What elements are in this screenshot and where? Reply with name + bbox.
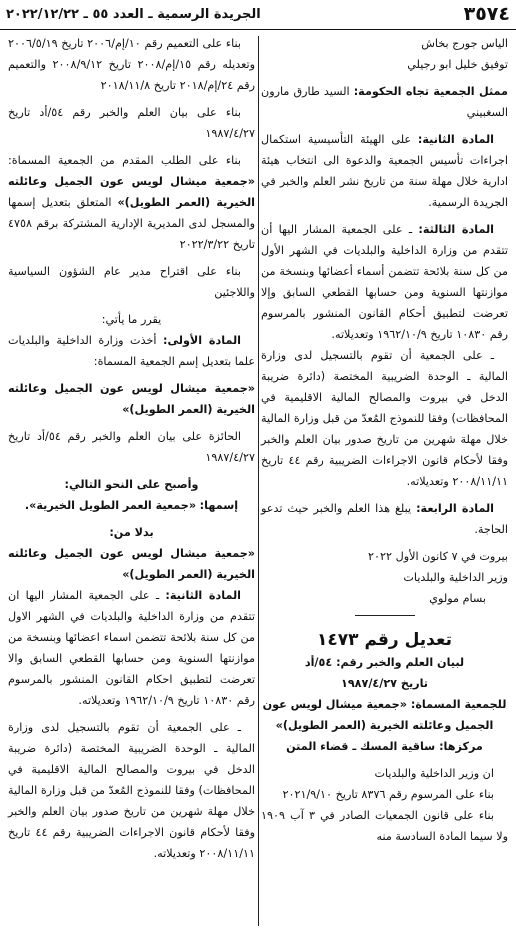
association-name: «جمعية ميشال لويس عون الجميل وعائلته الخيرية (العمر الطويل)»: [262, 698, 494, 732]
basis-statement: بناء على بيان العلم والخبر رقم ٥٤/أد تاريخ ١٩٨٧/٤/٢٧: [8, 106, 255, 140]
date-line: بيروت في ٧ كانون الأول ٢٠٢٢: [368, 550, 508, 563]
article-2-label: المادة الثانية:: [417, 133, 495, 146]
request-rest: المتعلق بتعديل إسمها والمسجل لدى المديرية الإدارية المشتركة برقم ٤٧٥٨ تاريخ ٢٠٢٢/٣/٢٢: [8, 196, 255, 251]
request-name: «جمعية ميشال لويس عون الجميل وعائلته الخيرية (العمر الطويل)»: [8, 175, 255, 209]
right-column: [261, 33, 508, 847]
new-name: «جمعية العمر الطويل الخيرية».: [24, 499, 197, 512]
gov-rep-label: ممثل الجمعية تجاه الحكومة:: [353, 85, 508, 98]
hq-label: مركزها:: [439, 740, 483, 753]
page-number: ٣٥٧٤: [463, 3, 510, 25]
gov-rep-value: السيد طارق مارون السغبيني: [261, 85, 508, 119]
became-line: وأصبح على النحو التالي:: [64, 478, 199, 491]
instead-line: بدلا من:: [109, 526, 154, 539]
hq-line: [261, 736, 508, 757]
signatory-2: توفيق خليل ابو رجيلي: [407, 58, 508, 71]
article-2-left: [8, 585, 255, 711]
proposal-paragraph: بناء على اقتراح مدير عام الشؤون السياسية واللاجئين: [8, 265, 255, 299]
name-label: إسمها:: [199, 499, 239, 512]
article-4-text: يبلغ هذا العلم والخبر حيث تدعو الحاجة.: [261, 502, 508, 536]
holder-line: الحائزة على بيان العلم والخبر رقم ٥٤/أد تاريخ ١٩٨٧/٤/٢٧: [8, 430, 255, 464]
article-2-left-tax: ـ على الجمعية أن تقوم بالتسجيل لدى وزارة المالية ـ الوحدة الضريبية المختصة (دائرة ضريبة الدخل في بيروت والمصالح المالية الاقليمية في المحافظات) وفقا للنموذج المُعدّ من قبل وزارة المالية خلال مهلة شهرين من تاريخ صدور بيان العلم والخبر وفقا لأحكام قانون الاجراءات الضريبية رقم ٤٤ تاريخ ٢٠٠٨/١١/١١ وتعديلاته.: [8, 721, 255, 860]
article-1-label: المادة الأولى:: [162, 334, 241, 347]
decree-line: بناء على المرسوم رقم ٨٣٧٦ تاريخ ٢٠٢١/٩/١٠: [282, 788, 494, 801]
article-4-label: المادة الرابعة:: [416, 502, 495, 515]
article-1-text: أخذت وزارة الداخلية والبلديات علما بتعديل إسم الجمعية المسماة:: [8, 334, 255, 368]
left-column: [8, 33, 255, 864]
amendment-subtitle-2: تاريخ ١٩٨٧/٤/٢٧: [341, 677, 428, 690]
article-3: [261, 219, 508, 345]
article-1-name: «جمعية ميشال لويس عون الجميل وعائلته الخيرية (العمر الطويل)»: [8, 382, 255, 416]
association-line: [261, 694, 508, 736]
minister-title: وزير الداخلية والبلديات: [403, 571, 508, 584]
decides-line: يقرر ما يأتي:: [101, 313, 162, 326]
request-intro: بناء على الطلب المقدم من الجمعية المسماة:: [8, 154, 241, 167]
separator: [355, 615, 415, 616]
amendment-subtitle-1: لبيان العلم والخبر رقم: ٥٤/أد: [304, 656, 465, 669]
amendment-title: تعديل رقم ١٤٧٣: [317, 630, 452, 650]
article-1: [8, 330, 255, 372]
article-3-text: ـ على الجمعية المشار اليها أن تتقدم من وزارة الداخلية والبلديات في الشهر الأول من كل سنة بلائحة تتضمن أسماء أعضائها وبنسخة من موازنتها السنوية ومن حسابها القطعي السابق وإلا تعرضت لتطبيق أحكام القانون المنشور بالمرسوم رقم ١٠٨٣٠ تاريخ ١٩٦٢/١٠/٩ وتعديلاته.: [261, 223, 508, 341]
intro-line: ان وزير الداخلية والبلديات: [374, 767, 494, 780]
article-3-label: المادة الثالثة:: [418, 223, 494, 236]
article-2-text: على الهيئة التأسيسية استكمال اجراءات تأسيس الجمعية والدعوة الى انتخاب هيئة ادارية خلال مهلة سنة من تاريخ نشر العلم والخبر في الجريدة الرسمية.: [261, 133, 508, 209]
column-divider: [258, 36, 259, 926]
article-3-tax: ـ على الجمعية أن تقوم بالتسجيل لدى وزارة المالية ـ الوحدة الضريبية المختصة (دائرة ضريبة الدخل في بيروت والمصالح المالية الاقليمية في المحافظات) وفقا للنموذج المُعدّ من قبل وزارة المالية خلال مهلة شهرين من تاريخ صدور بيان العلم والخبر وفقا لأحكام قانون الاجراءات الضريبية رقم ٤٤ تاريخ ٢٠٠٨/١١/١١ وتعديلاته.: [261, 349, 508, 488]
minister-name: بسام مولوي: [429, 592, 486, 605]
circular-paragraph: بناء على التعميم رقم ١٠/إم/٢٠٠٦ تاريخ ٢٠٠٦/٥/١٩ وتعديله رقم ١٥/إم/٢٠٠٨ تاريخ ٢٠٠٨/٩/١٢ والتعميم رقم ٢٤/إم/٢٠١٨ تاريخ ٢٠١٨/١١/٨: [8, 37, 256, 92]
article-4: [261, 498, 508, 540]
article-2-left-label: المادة الثانية:: [165, 589, 241, 602]
old-name: «جمعية ميشال لويس عون الجميل وعائلته الخيرية (العمر الطويل)»: [8, 547, 255, 581]
request-paragraph: [8, 150, 255, 255]
law-line: بناء على قانون الجمعيات الصادر في ٣ آب ١٩٠٩ ولا سيما المادة السادسة منه: [261, 809, 508, 843]
article-2: [261, 129, 508, 213]
new-name-line: [8, 495, 255, 516]
hq-value: ساقية المسك ـ قضاء المتن: [286, 740, 436, 753]
signatory-1: الياس جورج بخاش: [421, 37, 508, 50]
association-label: للجمعية المسماة:: [410, 698, 507, 711]
gov-rep-paragraph: [261, 81, 508, 123]
page-header: [0, 0, 516, 30]
article-2-left-text: ـ على الجمعية المشار اليها ان تتقدم من وزارة الداخلية والبلديات في الشهر الاول من كل سنة بلائحة تتضمن اسماء اعضائها وبنسخة من موازنتها السنوية ومن حسابها القطعي السابق والا تعرضت لتطبيق احكام القانون المنشور بالمرسوم رقم ١٠٨٣٠ تاريخ ١٩٦٢/١٠/٩ وتعديلاته.: [8, 589, 255, 707]
publication-title: الجريدة الرسمية ـ العدد ٥٥ ـ ٢٠٢٢/١٢/٢٢: [6, 7, 261, 22]
